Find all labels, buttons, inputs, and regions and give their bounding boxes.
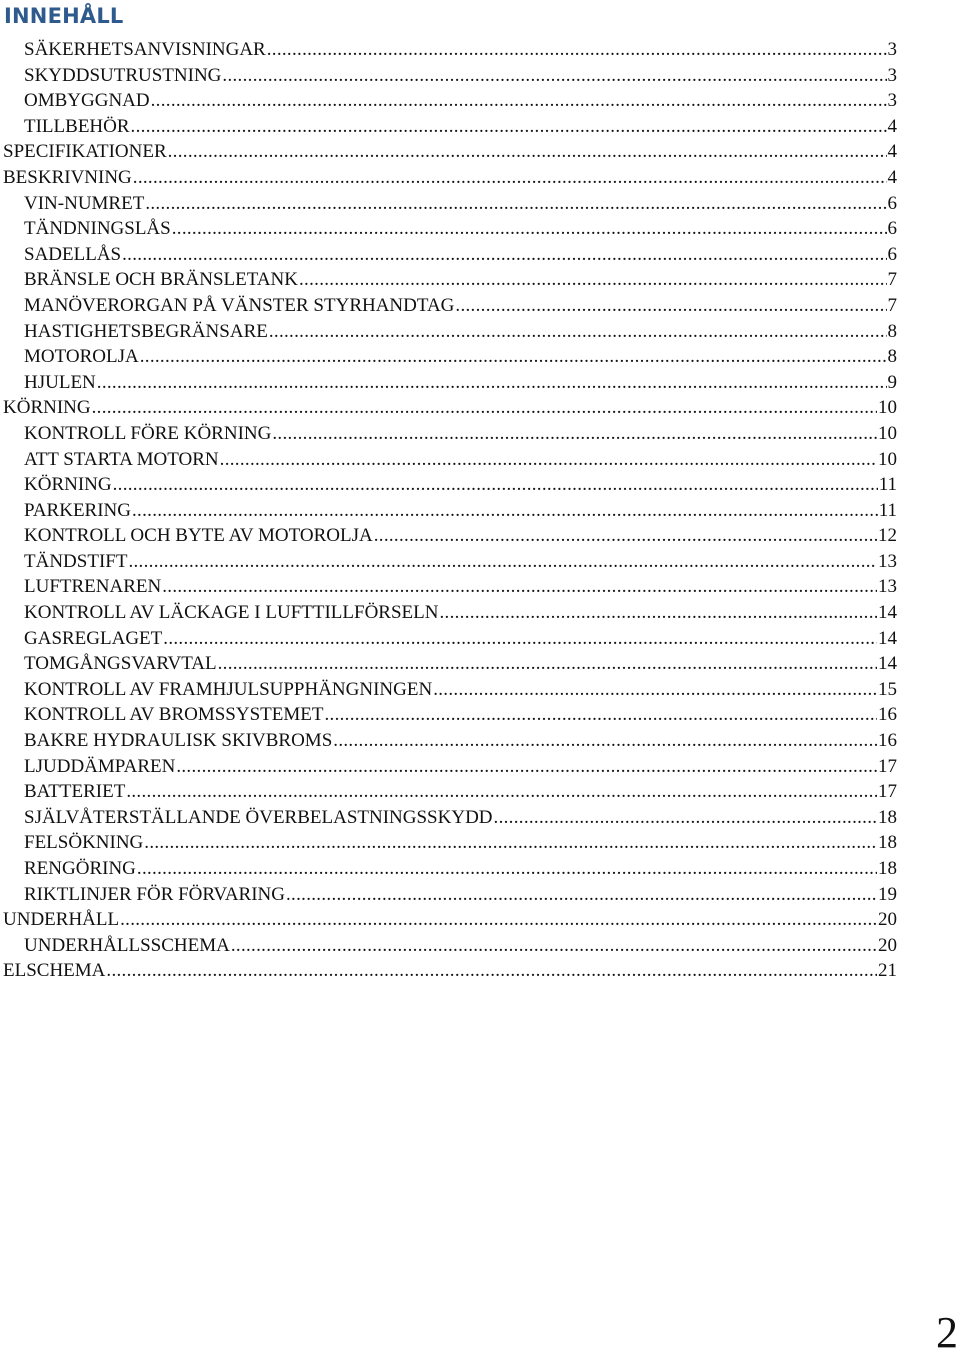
toc-entry[interactable]	[0, 500, 897, 526]
toc-entry-title: ELSCHEMA	[3, 960, 106, 982]
toc-entry-title: KONTROLL OCH BYTE AV MOTOROLJA	[24, 525, 373, 547]
toc-entry-page: 4	[887, 166, 897, 188]
toc-dot-leader	[374, 525, 877, 547]
toc-entry[interactable]	[0, 730, 897, 756]
toc-entry-title: SADELLÅS	[24, 243, 122, 265]
toc-entry[interactable]	[0, 909, 897, 935]
toc-dot-leader	[333, 730, 877, 752]
toc-entry-title: KÖRNING	[3, 397, 91, 419]
toc-entry-title: LUFTRENAREN	[24, 576, 162, 598]
toc-entry[interactable]	[0, 321, 897, 347]
toc-entry-title: KONTROLL AV FRAMHJULSUPPHÄNGNINGEN	[24, 678, 433, 700]
toc-entry-title: UNDERHÅLL	[3, 909, 120, 931]
toc-dot-leader	[433, 679, 877, 701]
toc-entry-page: 20	[878, 909, 897, 931]
toc-entry-title: KONTROLL AV BROMSSYSTEMET	[24, 704, 324, 726]
toc-entry-title: RIKTLINJER FÖR FÖRVARING	[24, 883, 285, 905]
toc-dot-leader	[131, 116, 887, 138]
toc-entry-title: ATT STARTA MOTORN	[24, 448, 219, 470]
toc-entry-page: 10	[878, 422, 897, 444]
toc-entry[interactable]	[0, 141, 897, 167]
toc-entry-page: 18	[878, 832, 897, 854]
toc-entry-title: TOMGÅNGSVARVTAL	[24, 653, 217, 675]
toc-dot-leader	[120, 909, 877, 931]
toc-entry[interactable]	[0, 832, 897, 858]
toc-entry[interactable]	[0, 960, 897, 986]
toc-dot-leader	[163, 628, 877, 650]
toc-entry[interactable]	[0, 167, 897, 193]
toc-entry-title: SPECIFIKATIONER	[3, 141, 167, 163]
toc-entry-page: 14	[878, 627, 897, 649]
toc-entry-page: 3	[887, 90, 897, 112]
toc-dot-leader	[137, 858, 877, 880]
toc-entry-page: 6	[887, 243, 897, 265]
toc-entry-page: 6	[887, 192, 897, 214]
toc-entry-page: 16	[878, 730, 897, 752]
toc-dot-leader	[218, 653, 877, 675]
toc-entry-page: 6	[887, 218, 897, 240]
toc-entry-title: VIN-NUMRET	[24, 192, 145, 214]
toc-entry-title: TÄNDSTIFT	[24, 550, 128, 572]
toc-entry-page: 16	[878, 704, 897, 726]
toc-entry-page: 3	[887, 39, 897, 60]
toc-dot-leader	[222, 65, 886, 87]
toc-dot-leader	[299, 269, 887, 291]
toc-entry-page: 7	[887, 269, 897, 291]
toc-entry[interactable]	[0, 346, 897, 372]
toc-entry[interactable]	[0, 628, 897, 654]
toc-entry-title: UNDERHÅLLSSCHEMA	[24, 934, 230, 956]
toc-dot-leader	[145, 193, 886, 215]
toc-entry-title: HJULEN	[24, 371, 96, 393]
toc-dot-leader	[106, 960, 877, 982]
toc-entry-title: BRÄNSLE OCH BRÄNSLETANK	[24, 269, 298, 291]
toc-entry-title: TILLBEHÖR	[24, 115, 130, 137]
toc-entry[interactable]	[0, 244, 897, 270]
toc-entry[interactable]	[0, 372, 897, 398]
toc-entry-page: 14	[878, 602, 897, 624]
toc-entry-title: SKYDDSUTRUSTNING	[24, 64, 222, 86]
toc-dot-leader	[132, 500, 878, 522]
toc-entry-page: 4	[887, 115, 897, 137]
toc-entry[interactable]	[0, 551, 897, 577]
toc-entry[interactable]	[0, 39, 897, 65]
toc-entry-title: KONTROLL FÖRE KÖRNING	[24, 422, 272, 444]
toc-dot-leader	[140, 346, 887, 368]
toc-entry-title: BESKRIVNING	[3, 166, 132, 188]
toc-entry[interactable]	[0, 269, 897, 295]
toc-dot-leader	[97, 372, 887, 394]
toc-dot-leader	[494, 807, 877, 829]
toc-entry-page: 11	[878, 499, 897, 521]
toc-entry[interactable]	[0, 858, 897, 884]
toc-entry[interactable]	[0, 576, 897, 602]
toc-entry-title: MANÖVERORGAN PÅ VÄNSTER STYRHANDTAG	[24, 294, 455, 316]
toc-entry-title: GASREGLAGET	[24, 627, 163, 649]
toc-entry-title: FELSÖKNING	[24, 832, 144, 854]
toc-dot-leader	[455, 295, 886, 317]
toc-dot-leader	[92, 397, 877, 419]
toc-entry[interactable]	[0, 397, 897, 423]
toc-entry-page: 20	[878, 934, 897, 956]
toc-entry-page: 12	[878, 525, 897, 547]
toc-entry-title: HASTIGHETSBEGRÄNSARE	[24, 320, 268, 342]
toc-entry-title: BATTERIET	[24, 781, 126, 803]
toc-entry[interactable]	[0, 295, 897, 321]
toc-entry-page: 15	[878, 678, 897, 700]
toc-dot-leader	[272, 423, 877, 445]
toc-dot-leader	[144, 832, 877, 854]
toc-entry-page: 8	[887, 346, 897, 368]
toc-entry-page: 3	[887, 64, 897, 86]
toc-entry[interactable]	[0, 116, 897, 142]
toc-entry-title: TÄNDNINGSLÅS	[24, 218, 171, 240]
toc-entry-page: 8	[887, 320, 897, 342]
toc-entry-page: 13	[878, 576, 897, 598]
toc-entry[interactable]	[0, 781, 897, 807]
toc-entry[interactable]	[0, 449, 897, 475]
toc-entry[interactable]	[0, 884, 897, 910]
toc-dot-leader	[286, 884, 877, 906]
toc-entry-page: 19	[878, 883, 897, 905]
toc-entry-title: RENGÖRING	[24, 858, 136, 879]
toc-heading: INNEHÅLL	[4, 4, 124, 28]
toc-entry[interactable]	[0, 935, 897, 961]
toc-entry[interactable]	[0, 218, 897, 244]
toc-entry-page: 18	[878, 858, 897, 879]
toc-entry-title: OMBYGGNAD	[24, 90, 150, 112]
toc-entry-title: KONTROLL AV LÄCKAGE I LUFTTILLFÖRSELN	[24, 602, 439, 624]
toc-entry[interactable]	[0, 807, 897, 833]
toc-dot-leader	[269, 321, 887, 343]
toc-dot-leader	[162, 576, 877, 598]
toc-dot-leader	[176, 756, 877, 778]
toc-entry-page: 7	[887, 294, 897, 316]
toc-entry-title: SÄKERHETSANVISNINGAR	[24, 39, 266, 60]
toc-entry-title: KÖRNING	[24, 474, 112, 496]
toc-entry[interactable]	[0, 525, 897, 551]
toc-dot-leader	[220, 449, 877, 471]
toc-entry-page: 4	[887, 141, 897, 163]
toc-entry-title: SJÄLVÅTERSTÄLLANDE ÖVERBELASTNINGSSKYDD	[24, 806, 493, 828]
toc-entry-title: PARKERING	[24, 499, 131, 521]
toc-entry-page: 13	[878, 550, 897, 572]
toc-entry[interactable]	[0, 474, 897, 500]
table-of-contents	[0, 39, 897, 986]
toc-entry-title: LJUDDÄMPAREN	[24, 755, 176, 777]
toc-dot-leader	[267, 39, 887, 61]
toc-entry-page: 17	[878, 781, 897, 803]
toc-entry[interactable]	[0, 679, 897, 705]
toc-entry-page: 11	[878, 474, 897, 496]
toc-entry[interactable]	[0, 756, 897, 782]
toc-entry-title: MOTOROLJA	[24, 346, 139, 368]
toc-entry-page: 17	[878, 755, 897, 777]
toc-dot-leader	[113, 474, 878, 496]
toc-dot-leader	[126, 781, 877, 803]
toc-entry[interactable]	[0, 704, 897, 730]
toc-entry-page: 14	[878, 653, 897, 675]
toc-entry-title: BAKRE HYDRAULISK SKIVBROMS	[24, 730, 333, 752]
toc-entry-page: 10	[878, 448, 897, 470]
page-number: 2	[936, 1308, 958, 1357]
toc-entry[interactable]	[0, 602, 897, 628]
toc-dot-leader	[122, 244, 886, 266]
toc-entry[interactable]	[0, 65, 897, 91]
toc-entry-page: 21	[878, 960, 897, 982]
toc-dot-leader	[172, 218, 887, 240]
toc-entry-page: 9	[887, 371, 897, 393]
toc-dot-leader	[151, 90, 887, 112]
toc-dot-leader	[168, 141, 887, 163]
toc-entry[interactable]	[0, 423, 897, 449]
toc-entry-page: 10	[878, 397, 897, 419]
toc-entry[interactable]	[0, 193, 897, 219]
toc-entry[interactable]	[0, 90, 897, 116]
toc-entry[interactable]	[0, 653, 897, 679]
toc-dot-leader	[439, 602, 877, 624]
toc-dot-leader	[324, 704, 877, 726]
toc-dot-leader	[128, 551, 877, 573]
toc-dot-leader	[133, 167, 887, 189]
toc-dot-leader	[231, 935, 877, 957]
toc-entry-page: 18	[878, 806, 897, 828]
